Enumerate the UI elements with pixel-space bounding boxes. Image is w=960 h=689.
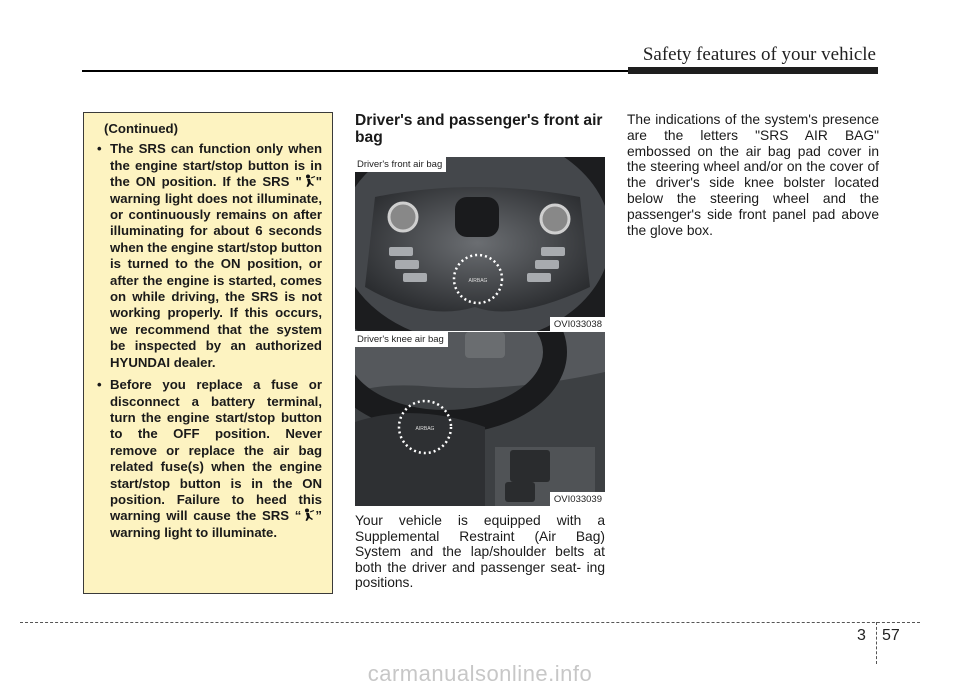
- srs-warning-icon: [302, 174, 316, 188]
- bullet-dot: •: [97, 141, 102, 157]
- airbag-emboss-label: AIRBAG: [468, 278, 488, 284]
- warning-bullet-1: • The SRS can function only when the engine start/stop button is in the ON position. If the SRS " " warning light does not illuminate, or continuously remains on after illuminating for about 6 seconds when the engine start/stop button is turned to the ON position, or after the engine is started, comes on while driving, the SRS is not working properly. If this occurs, we recommend that the system be inspected by an authorized HYUNDAI dealer.: [97, 141, 322, 370]
- photo-code-1: OVI033038: [550, 317, 605, 331]
- running-header: Safety features of your vehicle: [642, 44, 876, 65]
- section-heading-block: [355, 112, 605, 146]
- warning-bullet-2: • Before you replace a fuse or disconnect a battery terminal, turn the engine start/stop button to the OFF position. Never remove or replace the air bag related fuse(s) when the engine start/stop button is in the ON position. Failure to heed this warning will cause the SRS “ ” warning light to illuminate.: [97, 377, 322, 540]
- knee-bolster-illustration: [355, 332, 605, 506]
- body-paragraph-indications: The indications of the system's presence are the letters "SRS AIR BAG" embossed on the air bag pad cover in the steering wheel and/or on the cover of the driver's side knee bolster located below the steering wheel and the passenger's side front panel pad above the glove box.: [627, 112, 879, 238]
- page-number: 57: [882, 627, 900, 644]
- footer-rule: [20, 622, 920, 623]
- photo-knee-airbag: [355, 331, 605, 506]
- warning-box: [83, 112, 333, 594]
- footer-divider: [876, 622, 877, 664]
- header-rule-accent: [628, 67, 878, 74]
- airbag-emboss-label: AIRBAG: [415, 426, 435, 432]
- section-title: Driver's and passenger's front air bag: [355, 112, 603, 146]
- bullet-dot: •: [97, 377, 102, 393]
- photo-caption-knee-airbag: Driver's knee air bag: [355, 332, 448, 347]
- photo-front-airbag: [355, 157, 605, 331]
- photo-caption-front-airbag: Driver's front air bag: [355, 157, 446, 172]
- steering-wheel-illustration: [355, 157, 605, 331]
- photo-code-2: OVI033039: [550, 492, 605, 506]
- chapter-number: 3: [857, 627, 866, 644]
- site-watermark: carmanualsonline.info: [367, 661, 593, 686]
- continued-label: (Continued): [104, 121, 178, 136]
- srs-warning-icon: [301, 508, 315, 522]
- body-paragraph-srs: Your vehicle is equipped with a Supplemental Restraint (Air Bag) System and the lap/shoulder belts at both the driver and passenger seat- ing positions.: [355, 513, 605, 591]
